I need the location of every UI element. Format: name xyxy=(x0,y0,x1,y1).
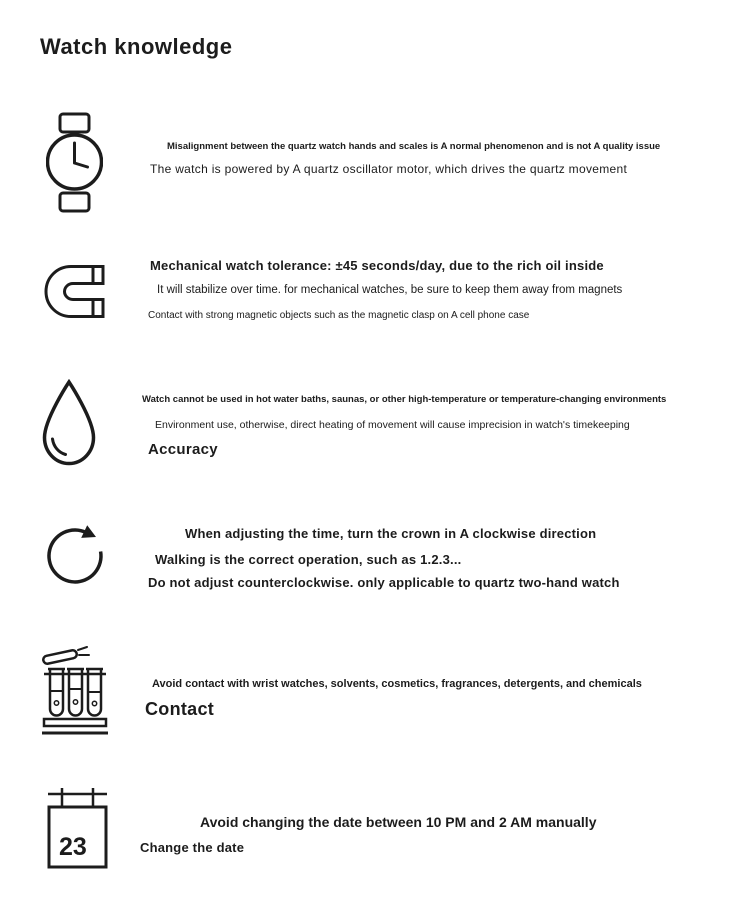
section-date-change xyxy=(140,814,596,856)
section-time-adjustment xyxy=(148,526,620,591)
section-magnetism xyxy=(150,258,622,322)
section-temperature-accuracy xyxy=(142,394,666,459)
water-drop-icon xyxy=(40,379,98,466)
watch-icon xyxy=(46,112,103,213)
info-line: Contact with strong magnetic objects such as the magnetic clasp on A cell phone case xyxy=(148,310,530,321)
info-line: The watch is powered by A quartz oscillator motor, which drives the quartz movement xyxy=(150,162,628,176)
info-line: It will stabilize over time. for mechanical watches, be sure to keep them away from magnets xyxy=(157,284,623,296)
section-heading: Change the date xyxy=(140,840,245,855)
calendar-icon xyxy=(46,788,109,870)
section-chemical-contact xyxy=(145,677,642,720)
section-heading: Accuracy xyxy=(148,441,218,458)
section-quartz-movement xyxy=(150,141,660,177)
calendar-day-number: 23 xyxy=(59,833,87,861)
clockwise-arrow-icon xyxy=(42,520,109,587)
page-title: Watch knowledge xyxy=(40,34,233,59)
info-line: Watch cannot be used in hot water baths, saunas, or other high-temperature or temperature-changing environments xyxy=(142,394,667,405)
test-tubes-icon xyxy=(42,645,109,738)
info-line: Environment use, otherwise, direct heating of movement will cause imprecision in watch's timekeeping xyxy=(155,419,630,431)
section-heading: Contact xyxy=(145,699,215,719)
magnet-icon xyxy=(44,263,105,321)
info-line: Avoid contact with wrist watches, solvents, cosmetics, fragrances, detergents, and chemicals xyxy=(152,678,642,690)
info-line: Avoid changing the date between 10 PM and 2 AM manually xyxy=(200,814,597,830)
info-line: Mechanical watch tolerance: ±45 seconds/day, due to the rich oil inside xyxy=(150,258,604,273)
info-line: When adjusting the time, turn the crown in A clockwise direction xyxy=(185,526,597,541)
info-line: Walking is the correct operation, such as 1.2.3... xyxy=(155,552,462,567)
info-line: Do not adjust counterclockwise. only applicable to quartz two-hand watch xyxy=(148,575,620,590)
info-line: Misalignment between the quartz watch hands and scales is A normal phenomenon and is not A quality issue xyxy=(167,141,661,152)
